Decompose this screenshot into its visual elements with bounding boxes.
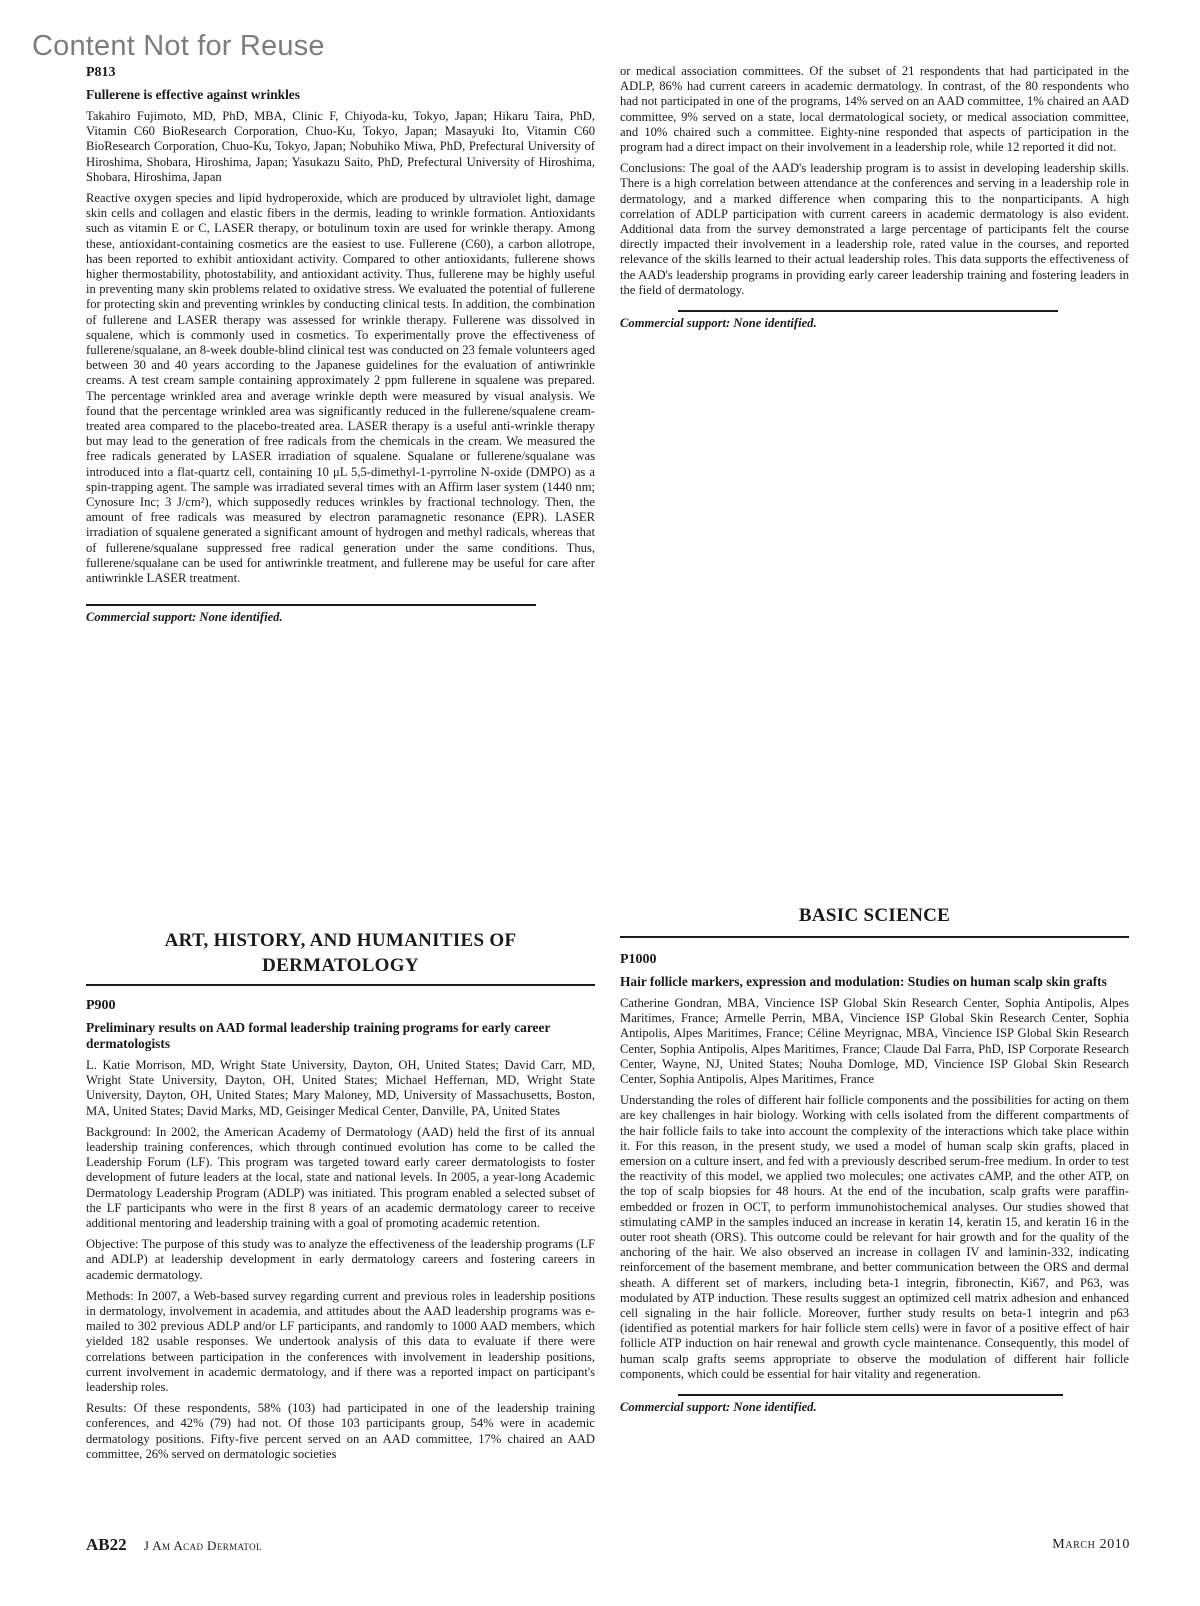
section-title: BASIC SCIENCE	[798, 905, 951, 926]
abstract-authors: Catherine Gondran, MBA, Vincience ISP Global Skin Research Center, Sophia Antipolis, Alpes Maritimes, France; Armelle Perrin, MBA, Vincience ISP Global Skin Research Center, Sophia Antipolis, Alpes Maritimes, France; Céline Meyrignac, MBA, Vincience ISP Global Skin Research Center, Sophia Antipolis, Alpes Maritimes, France; Claude Dal Farra, PhD, ISP Corporate Research Center, Wayne, NJ, United States; Nouha Domloge, MD, Vincience ISP Global Skin Research Center, Sophia Antipolis, Alpes Maritimes, France	[620, 996, 1129, 1087]
abstract-title: Hair follicle markers, expression and modulation: Studies on human scalp skin grafts	[620, 974, 1107, 989]
background: Background: In 2002, the American Academy of Dermatology (AAD) held the first of its annual leadership training conferences, which through continued evolution has come to be called the Leadership Forum (LF). This program was targeted toward early career dermatologists to foster development of future leaders at the local, state and national levels. In 2005, a year-long Academic Dermatology Leadership Program (ADLP) was initiated. This program enabled a selected subset of the LF participants who were in the first 8 years of an academic dermatology career to receive additional mentoring and leadership training with a goal of promoting academic retention.	[86, 1124, 595, 1231]
abstract-title: Fullerene is effective against wrinkles	[86, 87, 300, 102]
page-footer	[86, 1535, 262, 1555]
abstract-p900	[86, 997, 595, 1468]
commercial-support: Commercial support: None identified.	[86, 610, 283, 625]
issue-date: March 2010	[1052, 1537, 1130, 1552]
watermark: Content Not for Reuse	[32, 30, 325, 62]
abstract-p813	[86, 64, 595, 632]
abstract-p1000	[620, 951, 1129, 1421]
objective: Objective: The purpose of this study was to analyze the effectiveness of the leadership programs (LF and ADLP) at leadership development in early dermatology careers and fostering careers in academic dermatology.	[86, 1237, 595, 1282]
section-rule	[86, 984, 595, 986]
results: Results: Of these respondents, 58% (103) had participated in one of the leadership training conferences, and 42% (79) had not. Of those 103 participants group, 54% were in academic dermatology positions. Fifty-five percent served on an AAD committee, 17% chaired an AAD committee, 26% served on dermatologic societies	[86, 1401, 595, 1461]
abstract-authors: L. Katie Morrison, MD, Wright State University, Dayton, OH, United States; David Carr, MD, Wright State University, Dayton, OH, United States; Michael Heffernan, MD, Wright State University, Dayton, OH, United States; Mary Maloney, MD, University of Massachusetts, Boston, MA, United States; David Marks, MD, Geisinger Medical Center, Danville, PA, United States	[86, 1058, 595, 1118]
divider	[678, 310, 1058, 312]
abstract-title: Preliminary results on AAD formal leadership training programs for early career dermatologists	[86, 1020, 551, 1051]
methods: Methods: In 2007, a Web-based survey regarding current and previous roles in leadership positions in dermatology, involvement in academia, and attitudes about the AAD leadership programs was e-mailed to 302 previous ADLP and/or LF participants, and randomly to 1000 AAD members, which yielded 182 usable responses. We undertook analysis of this data to evaluate if there were correlations between participation in the conferences with involvement in leadership positions, current involvement in academic dermatology, and if there was a reported impact on participant's leadership roles.	[86, 1288, 595, 1395]
results-continued: or medical association committees. Of the subset of 21 respondents that had participated in the ADLP, 86% had current careers in academic dermatology. In contrast, of the 80 respondents who had not participated in one of the programs, 14% served on an AAD committee, 1% chaired an AAD committee, 9% served on a state, local dermatological society, or medical association committee, and 10% chaired such a committee. Eighty-nine responded that aspects of participation in the program had a direct impact on their involvement in a leadership role, while 12 reported it did not.	[620, 64, 1129, 155]
section-header-art-history	[86, 928, 595, 978]
abstract-id: P1000	[620, 952, 657, 967]
section-title-line1: ART, HISTORY, AND HUMANITIES OF	[164, 930, 517, 951]
section-header-basic-science	[620, 903, 1129, 928]
section-rule	[620, 936, 1129, 938]
commercial-support: Commercial support: None identified.	[620, 316, 817, 331]
abstract-body: Reactive oxygen species and lipid hydroperoxide, which are produced by ultraviolet light, damage skin cells and collagen and elastic fibers in the dermis, leading to wrinkle formation. Antioxidants such as vitamin E or C, LASER therapy, or botulinum toxin are used for wrinkle therapy. Among these, antioxidant-containing cosmetics are the easiest to use. Fullerene (C60), a carbon allotrope, has been reported to exhibit antioxidant activity. Compared to other antioxidants, fullerene shows higher thermostability, photostability, and antioxidant activity. Thus, fullerene may be highly useful in preventing many skin problems related to oxidative stress. We evaluated the potential of fullerene for protecting skin and preventing wrinkles by conducting clinical tests. In addition, the combination of fullerene and LASER therapy was assessed for wrinkle therapy. Fullerene was dissolved in squalene, which is commonly used in cosmetics. To experimentally prove the effectiveness of fullerene/squalane, an 8-week double-blind clinical test was conducted on 23 female volunteers aged between 30 and 40 years according to the Japanese guidelines for the evaluation of antiwrinkle creams. A test cream sample containing approximately 2 ppm fullerene in squalene was prepared. The percentage wrinkled area and average wrinkle depth were measured by visual analysis. We found that the percentage wrinkled area was significantly reduced in the fullerene/squalene cream-treated area compared to the placebo-treated area. LASER therapy is a useful anti-wrinkle therapy but may lead to the generation of free radicals from the chemicals in the cream. We measured the free radicals generated by LASER irradiation of squalene. Squalane or fullerene/squalane was introduced into a flat-quartz cell, containing 10 μL 5,5-dimethyl-1-pyrroline N-oxide (DMPO) as a spin-trapping agent. The sample was irradiated several times with an Affirm laser system (1440 nm; Cynosure Inc; 3 J/cm²), which supposedly reduces wrinkles by fractional technology. Then, the amount of free radicals was measured by electron paramagnetic resonance (EPR). LASER irradiation of squalene generated a significant amount of hydrogen and methyl radicals, whereas that of fullerene/squalane suppressed free radical generation under the same conditions. Thus, fullerene/squalane can be used for antiwrinkle treatment, and fullerene may be useful for care after antiwrinkle LASER treatment.	[86, 191, 595, 586]
divider	[678, 1394, 1063, 1396]
abstract-authors: Takahiro Fujimoto, MD, PhD, MBA, Clinic F, Chiyoda-ku, Tokyo, Japan; Hikaru Taira, PhD, Vitamin C60 BioResearch Corporation, Chuo-Ku, Tokyo, Japan; Masayuki Ito, Vitamin C60 BioResearch Corporation, Chuo-Ku, Tokyo, Japan; Nobuhiko Miwa, PhD, Prefectural University of Hiroshima, Shobara, Hiroshima, Japan; Yasukazu Saito, PhD, Prefectural University of Hiroshima, Shobara, Hiroshima, Japan	[86, 109, 595, 184]
page-number: AB22	[86, 1535, 127, 1554]
divider	[86, 604, 536, 606]
section-title-line2: DERMATOLOGY	[262, 955, 419, 976]
journal-name: J Am Acad Dermatol	[143, 1538, 262, 1553]
abstract-body: Understanding the roles of different hair follicle components and the possibilities for acting on them are key challenges in hair biology. Working with cells isolated from the different compartments of the hair follicle fails to take into account the complexity of the interactions which take place within it. For this reason, in the present study, we used a model of human scalp skin grafts, placed in emersion on a culture insert, and fed with a previously described serum-free medium. In order to test the reactivity of this model, we applied two molecules; one activates cAMP, and the other ATP, on the top of scalp biopsies for 48 hours. At the end of the incubation, scalp grafts were paraffin-embedded or frozen in OCT, to perform immunohistochemical analyses. Our studies showed that stimulating cAMP in the samples induced an increase in keratin 14, keratin 15, and keratin 16 in the outer root sheath (ORS). This outcome could be relevant for hair growth and for the quality of the anchoring of the hair. We also observed an increase in collagen IV and laminin-332, indicating reinforcement of the basement membrane, and better communication between the ORS and dermal sheath. A different set of markers, including beta-1 integrin, fibronectin, Ki67, and P63, was modulated by ATP induction. These results suggest an optimized cell matrix adhesion and enhanced cell signaling in the hair follicle. Moreover, further study results on beta-1 integrin and p63 (identified as potential markers for hair follicle stem cells) were in favor of a positive effect of hair follicle ATP induction on hair renewal and growth cycle maintenance. Consequently, this model of human scalp grafts seems appropriate to observe the modulation of different hair follicle components, which could be essential for hair vitality and regeneration.	[620, 1093, 1129, 1381]
conclusions: Conclusions: The goal of the AAD's leadership program is to assist in developing leadership skills. There is a high correlation between attendance at the conferences and serving in a leadership role in dermatology, and a marked difference when comparing this to the nonparticipants. A high correlation of ADLP participation with current careers in academic dermatology is also evident. Additional data from the survey demonstrated a large percentage of participants felt the course directly impacted their involvement in a leadership role, rated value in the courses, and reported relevance of the skills learned to their actual leadership roles. This data supports the effectiveness of the AAD's leadership programs in providing early career leadership training and fostering leaders in the field of dermatology.	[620, 161, 1129, 297]
abstract-id: P900	[86, 998, 116, 1013]
abstract-p900-continued	[620, 64, 1129, 337]
commercial-support: Commercial support: None identified.	[620, 1400, 817, 1415]
abstract-id: P813	[86, 65, 116, 80]
